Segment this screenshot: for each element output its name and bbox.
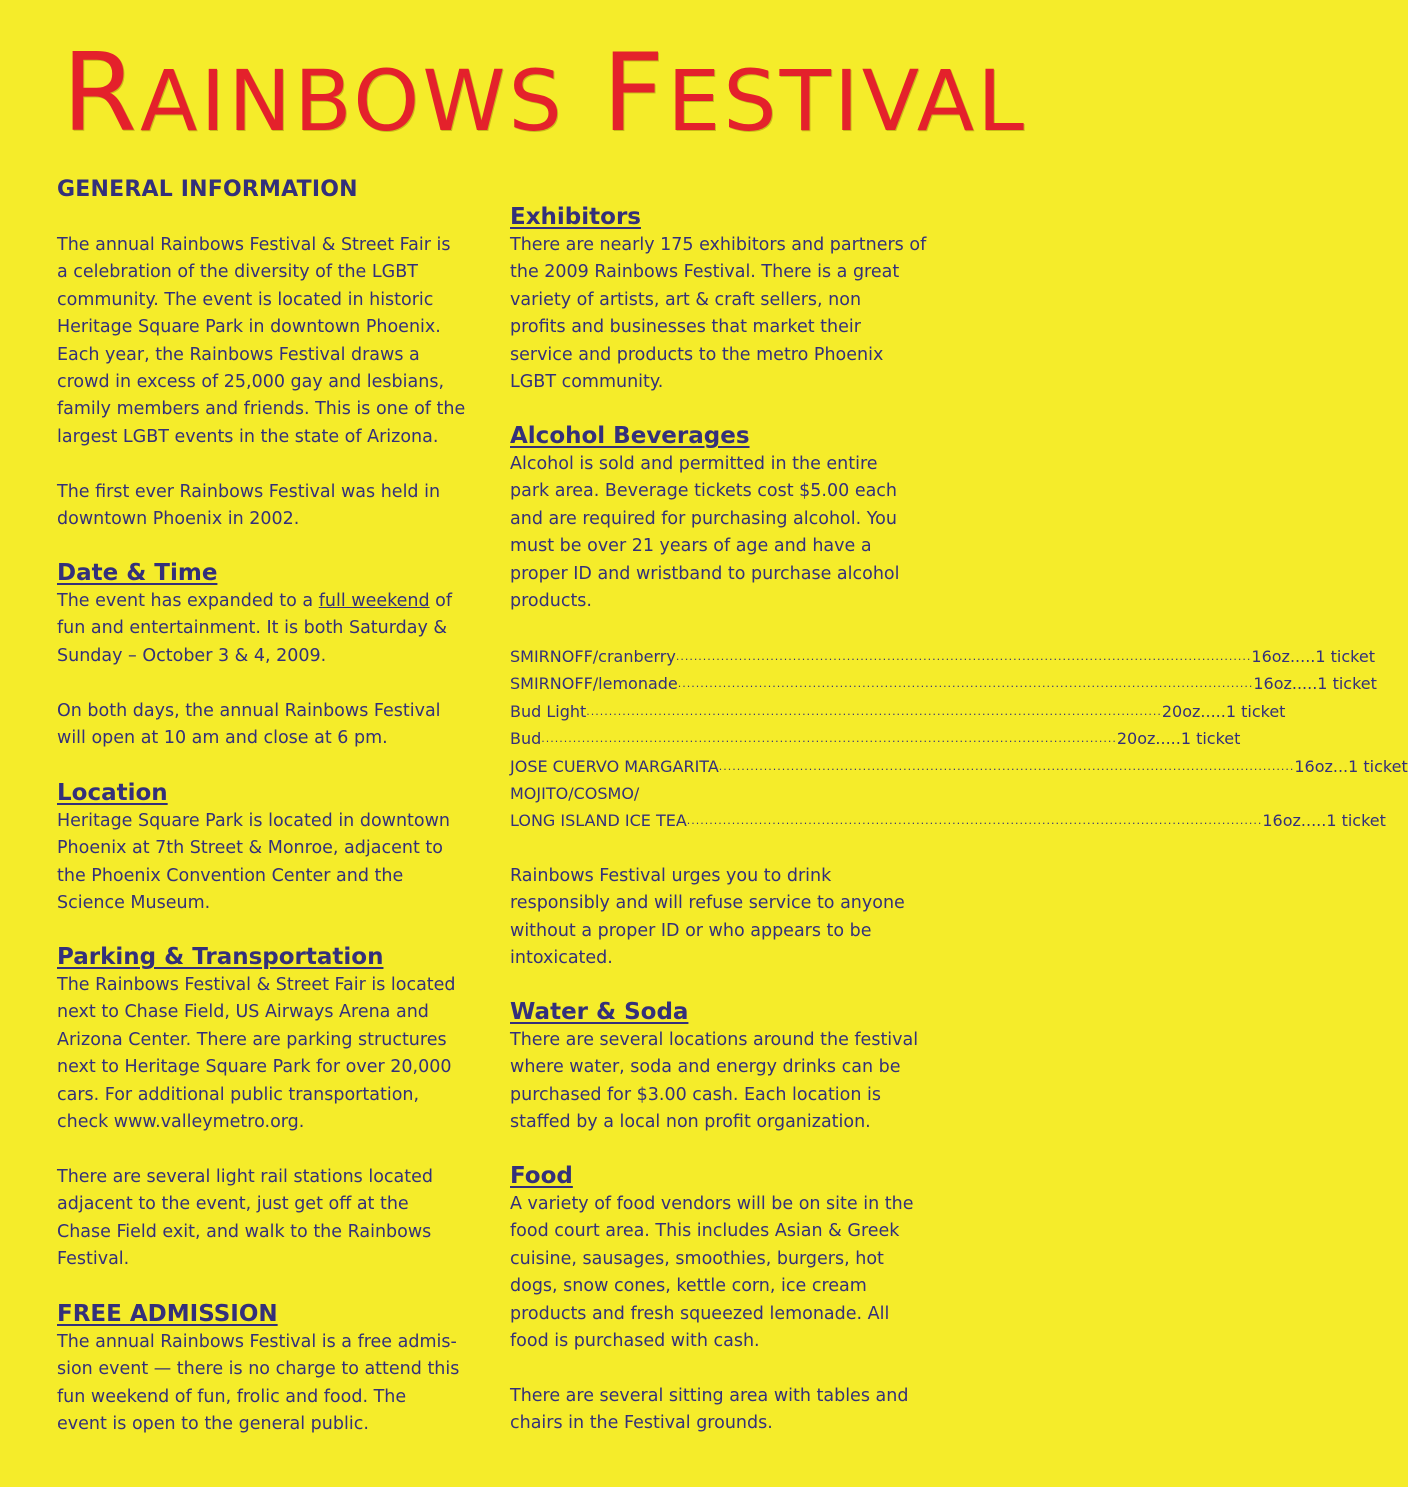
beverage-menu — [510, 643, 1408, 835]
water-soda-heading: Water & Soda — [510, 999, 689, 1025]
food-heading: Food — [510, 1163, 573, 1189]
water-soda-section: Water & Soda There are several locations around the festival where water, soda and energy drinks can be purchased for $3.00 cash. Each location is staffed by a local non profit organization. — [510, 999, 919, 1133]
parking-section: Parking & Transportation The Rainbows Festival & Street Fair is located next to Chase Field, US Airways Arena and Arizona Center. There are parking structures next to Heritage Square Park for over 20,000 cars. For additional public transportation, check www.valleymetro.org. — [57, 944, 456, 1133]
exhibitors-heading: Exhibitors — [510, 204, 641, 230]
alcohol-heading: Alcohol Beverages — [510, 423, 750, 449]
list-item: SMIRNOFF/cranberry ..... 16oz .....1 ticket — [510, 643, 890, 670]
list-item: MOJITO/COSMO/ — [510, 784, 640, 804]
first-festival-paragraph: The first ever Rainbows Festival was held in downtown Phoenix in 2002. — [57, 482, 441, 530]
admission-heading: FREE ADMISSION — [57, 1301, 278, 1327]
light-rail-paragraph: There are several light rail stations located adjacent to the event, just get off at the Chase Field exit, and walk to the Rainbows Festival. — [57, 1167, 434, 1270]
page-title: RAINBOWS FESTIVAL — [62, 31, 1028, 156]
opening-hours-paragraph: On both days, the annual Rainbows Festival will open at 10 am and close at 6 pm. — [57, 701, 441, 749]
location-heading: Location — [57, 780, 168, 806]
parking-heading: Parking & Transportation — [57, 944, 384, 970]
admission-section: FREE ADMISSION The annual Rainbows Festival is a free admis- sion event — there is no charge to attend this fun weekend of fun, frolic and food. The event is open to the general public. — [57, 1301, 460, 1435]
date-time-section: Date & Time The event has expanded to a full weekend of fun and entertainment. It is both Saturday & Sunday – October 3 & 4, 2009. — [57, 560, 453, 666]
list-item: SMIRNOFF/lemonade ..... 16oz .....1 ticket — [510, 670, 890, 697]
full-weekend-text: full weekend — [318, 591, 430, 611]
date-time-heading: Date & Time — [57, 560, 218, 586]
list-item: Bud ..... 20oz .....1 ticket — [510, 725, 890, 752]
drink-responsibly-paragraph: Rainbows Festival urges you to drink responsibly and will refuse service to anyone without a proper ID or who appears to be intoxicated. — [510, 866, 905, 969]
food-section: Food A variety of food vendors will be on site in the food court area. This includes Asian & Greek cuisine, sausages, smoothies, burgers, hot dogs, snow cones, kettle corn, ice cream products and fresh squeezed lemonade. All food is purchased with cash. — [510, 1163, 914, 1352]
general-information-heading: GENERAL INFORMATION — [57, 177, 358, 202]
list-item: LONG ISLAND ICE TEA ..... 16oz .....1 ticket — [510, 807, 890, 834]
seating-paragraph: There are several sitting area with tables and chairs in the Festival grounds. — [510, 1386, 909, 1434]
location-section: Location Heritage Square Park is located in downtown Phoenix at 7th Street & Monroe, adjacent to the Phoenix Convention Center and the Science Museum. — [57, 780, 451, 914]
general-info-paragraph: The annual Rainbows Festival & Street Fair is a celebration of the diversity of the LGBT community. The event is located in historic Heritage Square Park in downtown Phoenix. Each year, the Rainbows Festival draws a crowd in excess of 25,000 gay and lesbians, family members and friends. This is one of the largest LGBT events in the state of Arizona. — [57, 235, 466, 447]
list-item: Bud Light ..... 20oz .....1 ticket — [510, 698, 890, 725]
list-item: JOSE CUERVO MARGARITA ..... 16oz ...1 ticket — [510, 753, 890, 780]
exhibitors-section: Exhibitors There are nearly 175 exhibitors and partners of the 2009 Rainbows Festival. There is a great variety of artists, art & craft sellers, non profits and businesses that market their service and products to the metro Phoenix LGBT community. — [510, 204, 927, 393]
alcohol-section: Alcohol Beverages Alcohol is sold and permitted in the entire park area. Beverage tickets cost $5.00 each and are required for purchasing alcohol. You must be over 21 years of age and have a proper ID and wristband to purchase alcohol products. — [510, 423, 900, 612]
